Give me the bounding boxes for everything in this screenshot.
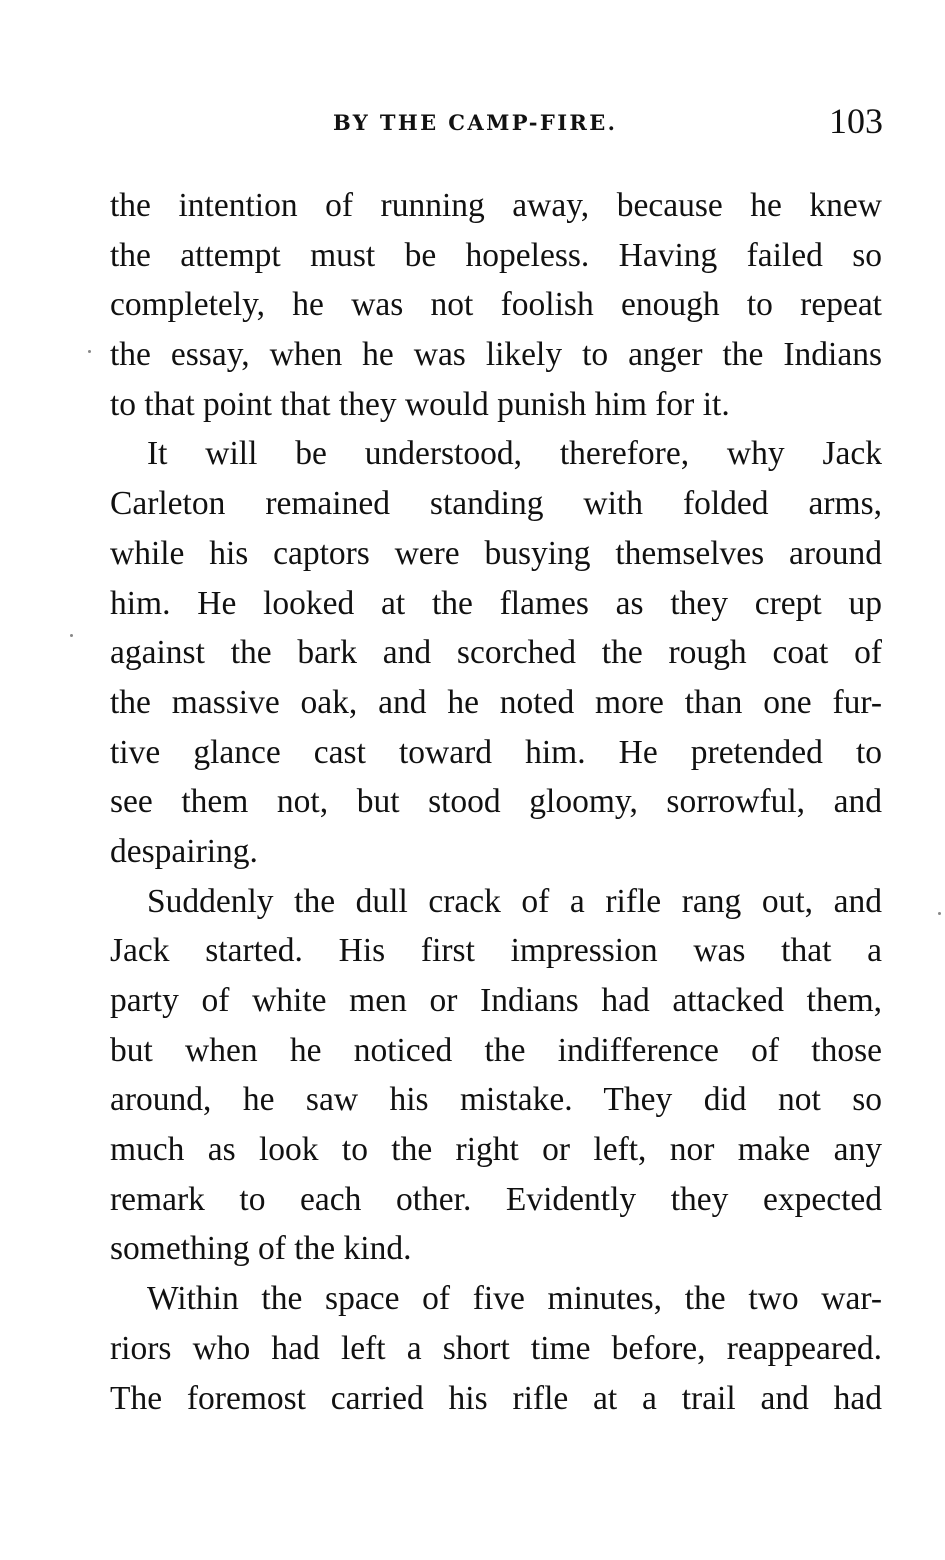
text-line: but when he noticed the indifference of those [110, 1031, 882, 1069]
text-line: something of the kind. [110, 1230, 412, 1268]
text-line: Suddenly the dull crack of a rifle rang out, and [147, 882, 882, 920]
running-title: BY THE CAMP-FIRE. [333, 110, 618, 135]
text-line: The foremost carried his rifle at a trail and had [110, 1379, 882, 1417]
text-line: against the bark and scorched the rough coat of [110, 634, 882, 672]
body-text [110, 181, 882, 1423]
text-line: Carleton remained standing with folded arms, [110, 485, 882, 523]
text-line: while his captors were busying themselves around [110, 534, 882, 572]
text-line: tive glance cast toward him. He pretended to [110, 733, 882, 771]
text-line: completely, he was not foolish enough to repeat [110, 286, 882, 324]
text-line: the massive oak, and he noted more than one fur- [110, 683, 882, 721]
text-line: remark to each other. Evidently they expected [110, 1180, 882, 1218]
text-line: Jack started. His first impression was that a [110, 932, 882, 970]
text-line: Within the space of five minutes, the two war- [147, 1280, 882, 1318]
text-line: despairing. [110, 832, 258, 870]
scan-speck [938, 912, 941, 915]
text-line: around, he saw his mistake. They did not so [110, 1081, 882, 1119]
text-line: It will be understood, therefore, why Jack [147, 435, 882, 473]
page-number: 103 [829, 101, 883, 141]
scan-speck [70, 634, 73, 637]
text-line: to that point that they would punish him for it. [110, 385, 730, 423]
text-line: the attempt must be hopeless. Having failed so [110, 236, 882, 274]
text-line: see them not, but stood gloomy, sorrowful, and [110, 783, 882, 821]
running-head [0, 101, 945, 144]
text-line: much as look to the right or left, nor make any [110, 1131, 882, 1169]
text-line: the intention of running away, because he knew [110, 187, 882, 224]
text-line: the essay, when he was likely to anger the Indians [110, 336, 882, 374]
scan-speck [88, 350, 91, 353]
text-line: riors who had left a short time before, reappeared. [110, 1329, 882, 1367]
text-line: him. He looked at the flames as they crept up [110, 584, 882, 622]
text-line: party of white men or Indians had attacked them, [110, 982, 882, 1019]
